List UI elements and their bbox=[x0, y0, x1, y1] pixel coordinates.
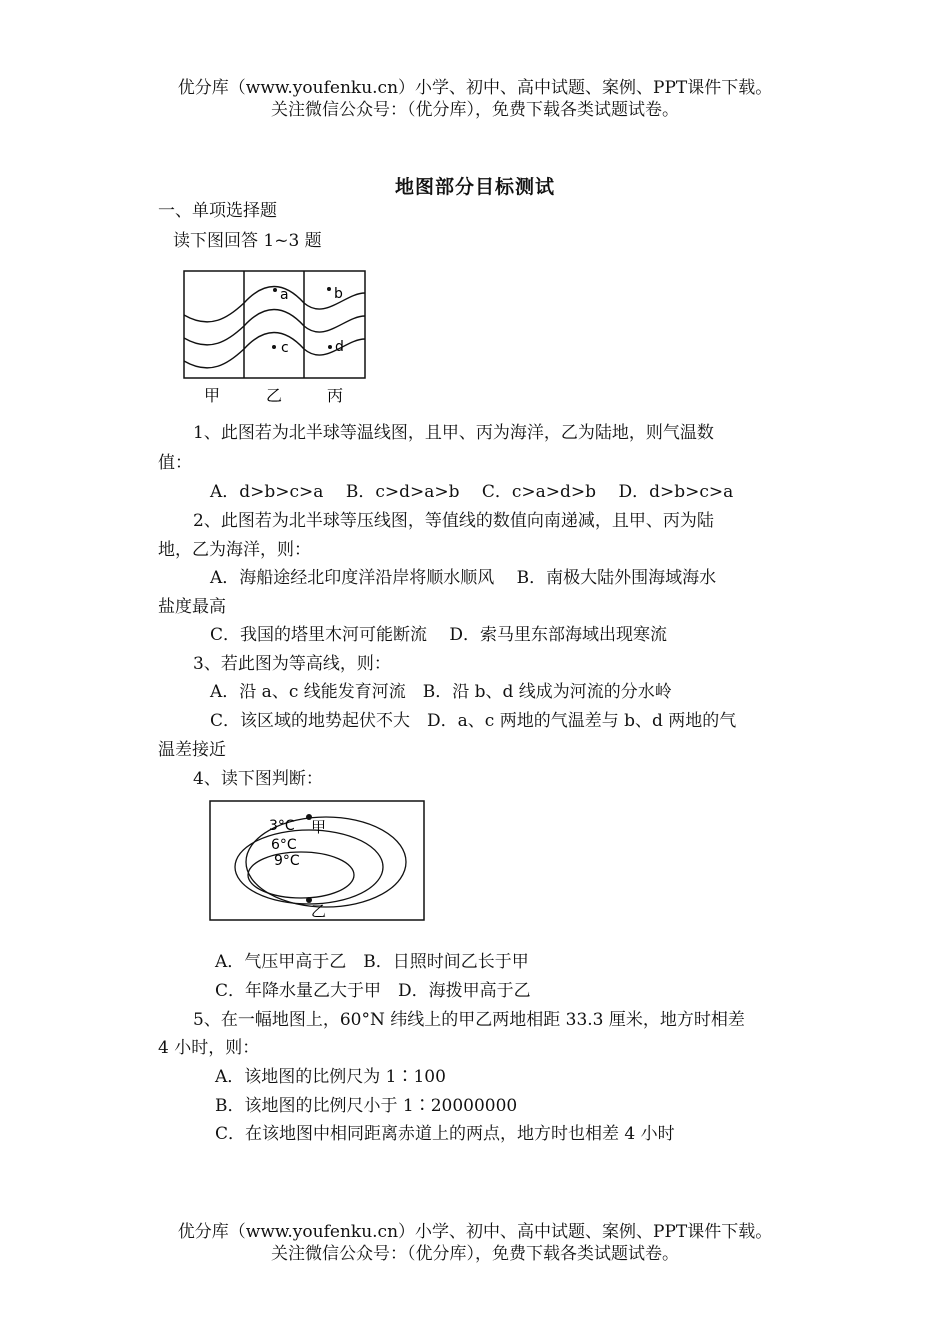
isotherm-6c bbox=[235, 830, 383, 904]
header-line-1: 优分库（www.youfenku.cn）小学、初中、高中试题、案例、PPT课件下载。 bbox=[177, 78, 773, 98]
point-c bbox=[272, 345, 276, 349]
q2-stem-line1: 2、此图若为北半球等压线图，等值线的数值向南递减，且甲、丙为陆 bbox=[193, 511, 714, 531]
label-yi: 乙 bbox=[311, 902, 327, 920]
point-b bbox=[327, 287, 331, 291]
figure-intro: 读下图回答 1~3 题 bbox=[173, 231, 322, 251]
q4-options-ab: A．气压甲高于乙 B．日照时间乙长于甲 bbox=[215, 952, 529, 972]
header-line-2: 关注微信公众号：（优分库），免费下载各类试题试卷。 bbox=[271, 100, 679, 120]
q4-options-cd: C．年降水量乙大于甲 D．海拨甲高于乙 bbox=[215, 981, 531, 1001]
point-d bbox=[328, 345, 332, 349]
q2-options-ab-line2: 盐度最高 bbox=[158, 597, 226, 617]
q4-stem: 4、读下图判断： bbox=[193, 769, 323, 789]
label-d: d bbox=[335, 339, 344, 355]
q1-stem-line1: 1、此图若为北半球等温线图，且甲、丙为海洋，乙为陆地，则气温数 bbox=[193, 423, 714, 443]
isotherm-9c bbox=[248, 852, 354, 898]
footer-line-2: 关注微信公众号：（优分库），免费下载各类试题试卷。 bbox=[271, 1244, 679, 1264]
point-a bbox=[273, 288, 277, 292]
q5-option-a: A．该地图的比例尺为 1∶100 bbox=[215, 1067, 446, 1087]
label-6c: 6°C bbox=[271, 837, 297, 853]
column-label-yi: 乙 bbox=[266, 386, 283, 405]
q3-options-cd-line1: C．该区域的地势起伏不大 D．a、c 两地的气温差与 b、d 两地的气 bbox=[210, 711, 737, 731]
q5-option-c: C．在该地图中相同距离赤道上的两点，地方时也相差 4 小时 bbox=[215, 1124, 675, 1144]
column-label-bing: 丙 bbox=[327, 386, 344, 405]
label-c: c bbox=[281, 340, 289, 356]
q3-options-ab: A．沿 a、c 线能发育河流 B．沿 b、d 线成为河流的分水岭 bbox=[210, 682, 672, 702]
q3-options-cd-line2: 温差接近 bbox=[158, 740, 226, 760]
footer-line-1: 优分库（www.youfenku.cn）小学、初中、高中试题、案例、PPT课件下载。 bbox=[177, 1222, 773, 1242]
label-b: b bbox=[334, 286, 343, 302]
page-title: 地图部分目标测试 bbox=[394, 176, 555, 198]
q3-stem: 3、若此图为等高线，则： bbox=[193, 654, 391, 674]
label-9c: 9°C bbox=[274, 853, 300, 869]
q1-options: A．d>b>c>a B．c>d>a>b C．c>a>d>b D．d>b>c>a bbox=[210, 482, 734, 502]
section-heading: 一、单项选择题 bbox=[158, 201, 277, 221]
isotherm-figure bbox=[208, 799, 430, 923]
q1-stem-line2: 值： bbox=[158, 453, 192, 473]
label-jia: 甲 bbox=[311, 818, 327, 836]
label-a: a bbox=[280, 287, 289, 303]
label-3c: 3°C bbox=[269, 818, 295, 834]
q2-options-ab-line1: A．海船途经北印度洋沿岸将顺水顺风 B．南极大陆外围海域海水 bbox=[210, 568, 717, 588]
q2-stem-line2: 地，乙为海洋，则： bbox=[158, 540, 311, 560]
column-label-jia: 甲 bbox=[204, 386, 221, 405]
q2-options-cd: C．我国的塔里木河可能断流 D．索马里东部海域出现寒流 bbox=[210, 625, 668, 645]
q5-option-b: B．该地图的比例尺小于 1∶20000000 bbox=[215, 1096, 518, 1116]
q5-stem-line2: 4 小时，则： bbox=[158, 1038, 260, 1058]
q5-stem-line1: 5、在一幅地图上，60°N 纬线上的甲乙两地相距 33.3 厘米，地方时相差 bbox=[193, 1010, 745, 1030]
isoline-figure bbox=[180, 268, 370, 410]
